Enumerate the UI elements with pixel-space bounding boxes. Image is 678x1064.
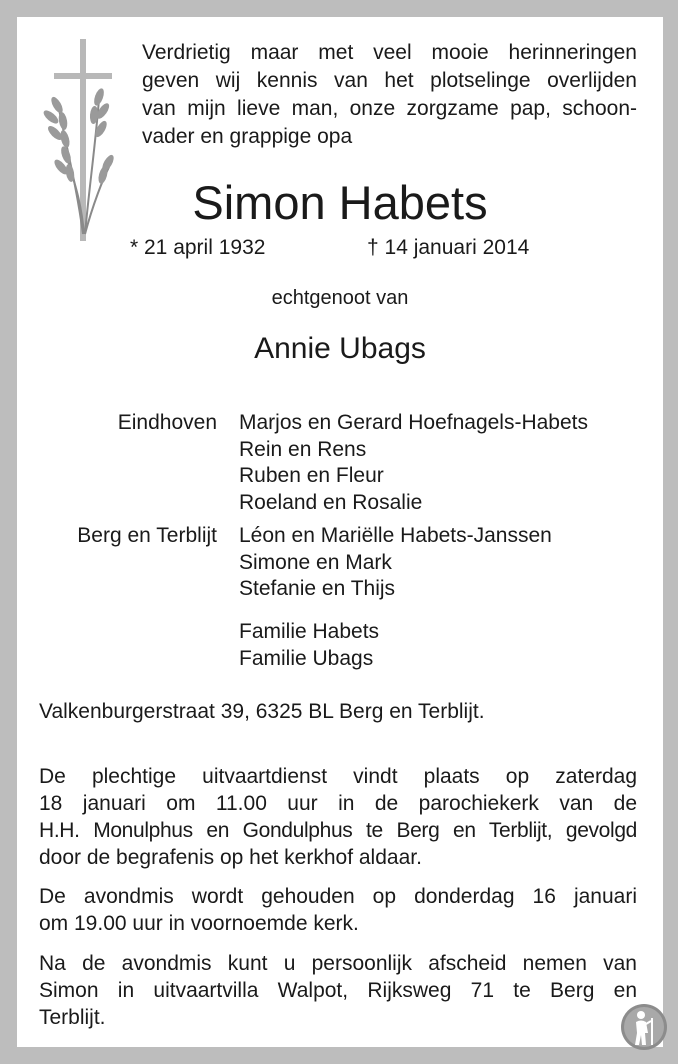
funeral-paragraph [39,763,637,871]
family-member: Ruben en Fleur [239,464,384,487]
extended-families [239,619,379,672]
death-date: † 14 januari 2014 [367,236,530,259]
family-member: Simone en Mark [239,550,392,574]
funeral-line: De plechtige uitvaartdienst vindt plaats op zaterdag [39,765,637,788]
family-members [239,410,588,516]
spouse-name: Annie Ubags [254,332,426,365]
farewell-paragraph [39,950,637,1031]
family-member: Roeland en Rosalie [239,490,423,514]
obituary-card [17,17,663,1047]
funeral-line: H.H. Monulphus en Gondulphus te Berg en Terblijt, gevolgd [39,819,637,842]
family-members [239,523,552,603]
intro-text [142,39,637,151]
family-location: Eindhoven [117,411,217,434]
family-member: Stefanie en Thijs [239,577,396,600]
intro-line: van mijn lieve man, onze zorgzame pap, schoon- [142,97,637,120]
funeral-line: door de begrafenis op het kerkhof aldaar. [39,846,422,869]
intro-line: Verdrietig maar met veel mooie herinneringen [142,41,637,64]
evening-mass-paragraph [39,883,637,937]
family-member: Léon en Mariëlle Habets-Janssen [239,524,552,547]
farewell-line: Terblijt. [39,1006,106,1029]
birth-date: * 21 april 1932 [130,236,266,259]
family-name: Familie Ubags [239,646,374,670]
spouse-label: echtgenoot van [271,287,409,309]
intro-line: geven wij kennis van het plotselinge overlijden [142,69,637,92]
farewell-line: Simon in uitvaartvilla Walpot, Rijksweg 71 te Berg en [39,979,637,1002]
family-name: Familie Habets [239,620,380,643]
funeral-line: 18 januari om 11.00 uur in de parochiekerk van de [39,792,637,815]
memorial-figure-icon [620,1003,668,1051]
deceased-name: Simon Habets [192,176,488,229]
family-member: Marjos en Gerard Hoefnagels-Habets [239,411,589,434]
address: Valkenburgerstraat 39, 6325 BL Berg en Terblijt. [39,700,485,723]
family-member: Rein en Rens [239,437,367,461]
family-location: Berg en Terblijt [77,524,217,547]
farewell-line: Na de avondmis kunt u persoonlijk afscheid nemen van [39,952,637,975]
evening-mass-line: om 19.00 uur in voornoemde kerk. [39,912,359,935]
evening-mass-line: De avondmis wordt gehouden op donderdag 16 januari [39,885,637,908]
intro-line: vader en grappige opa [142,125,353,148]
